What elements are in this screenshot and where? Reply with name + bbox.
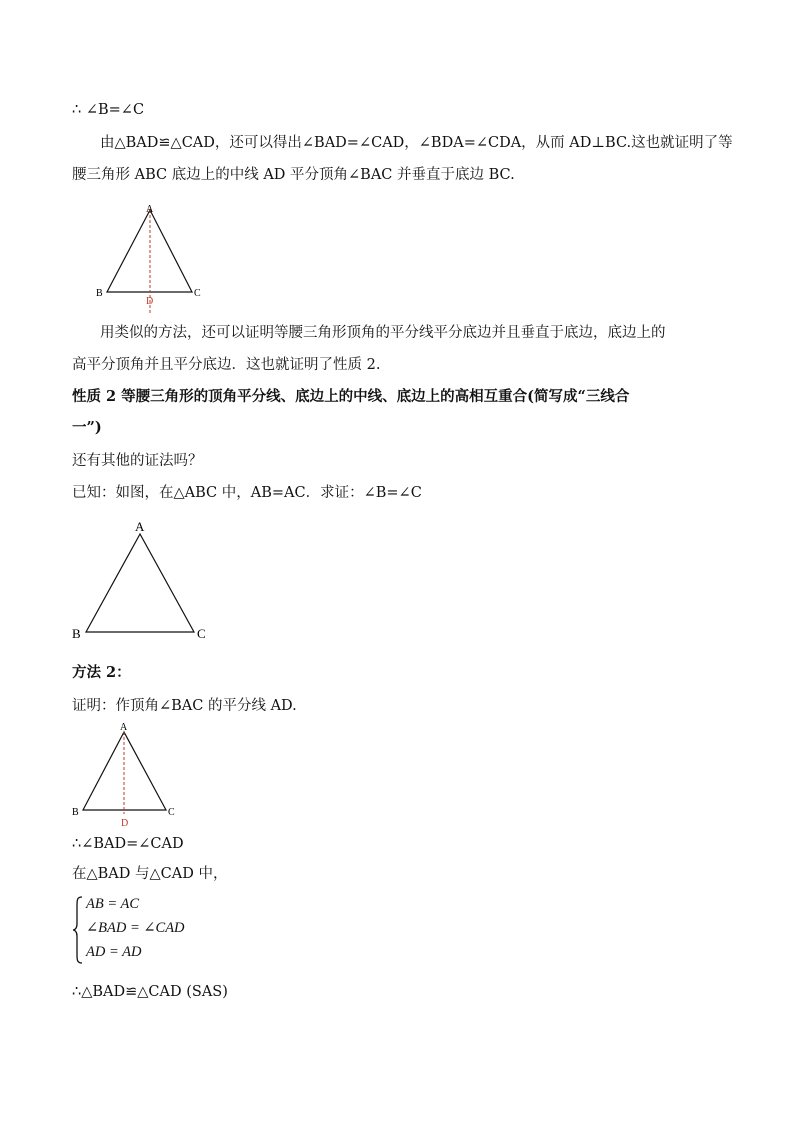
equation-system <box>72 894 252 968</box>
paragraph-line-3: 用类似的方法，还可以证明等腰三角形顶角的平分线平分底边并且垂直于底边，底边上的 <box>100 325 666 341</box>
label-c: C <box>194 288 201 299</box>
method-2-heading: 方法 2： <box>72 664 131 681</box>
triangle-abc-outline <box>86 534 194 632</box>
equation-angle-bad-eq-cad: ∠BAD = ∠CAD <box>86 920 185 936</box>
label-d: D <box>121 818 129 829</box>
property-2-statement-cont: 一”) <box>72 419 102 436</box>
question-other-proofs: 还有其他的证法吗？ <box>72 453 203 469</box>
conclusion-angle-b-eq-c: ∴ ∠B=∠C <box>72 102 145 118</box>
paragraph-line-1: 由△BAD≌△CAD，还可以得出∠BAD=∠CAD，∠BDA=∠CDA，从而 AD⊥BC.这也就证明了等 <box>100 135 733 151</box>
given-and-prove: 已知：如图，在△ABC 中，AB=AC．求证：∠B=∠C <box>72 485 422 501</box>
label-c: C <box>197 626 206 641</box>
property-2-statement: 性质 2 等腰三角形的顶角平分线、底边上的中线、底边上的高相互重合(简写成“三线合 <box>72 388 630 405</box>
label-b: B <box>96 288 103 299</box>
label-a: A <box>135 519 145 534</box>
label-b: B <box>72 807 79 818</box>
label-c: C <box>168 807 175 818</box>
equation-ad-eq-ad: AD = AD <box>86 944 142 960</box>
paragraph-line-4: 高平分顶角并且平分底边．这也就证明了性质 2. <box>72 357 381 373</box>
label-b: B <box>72 626 81 641</box>
triangle-figure-1 <box>90 198 210 316</box>
paragraph-line-2: 腰三角形 ABC 底边上的中线 AD 平分顶角∠BAC 并垂直于底边 BC. <box>72 167 515 183</box>
triangle-figure-3 <box>68 718 188 830</box>
label-a: A <box>146 204 154 215</box>
left-brace-icon <box>72 896 84 964</box>
equation-ab-eq-ac: AB = AC <box>86 896 140 912</box>
proof-step-bisector: 证明：作顶角∠BAC 的平分线 AD. <box>72 698 297 714</box>
label-d: D <box>146 296 154 307</box>
label-a: A <box>120 722 128 733</box>
angle-equality-bad-cad: ∴∠BAD=∠CAD <box>72 836 184 852</box>
congruence-conclusion-sas: ∴△BAD≌△CAD (SAS) <box>72 984 228 1000</box>
triangle-figure-2 <box>68 512 218 648</box>
in-triangles-bad-cad: 在△BAD 与△CAD 中， <box>72 866 228 882</box>
